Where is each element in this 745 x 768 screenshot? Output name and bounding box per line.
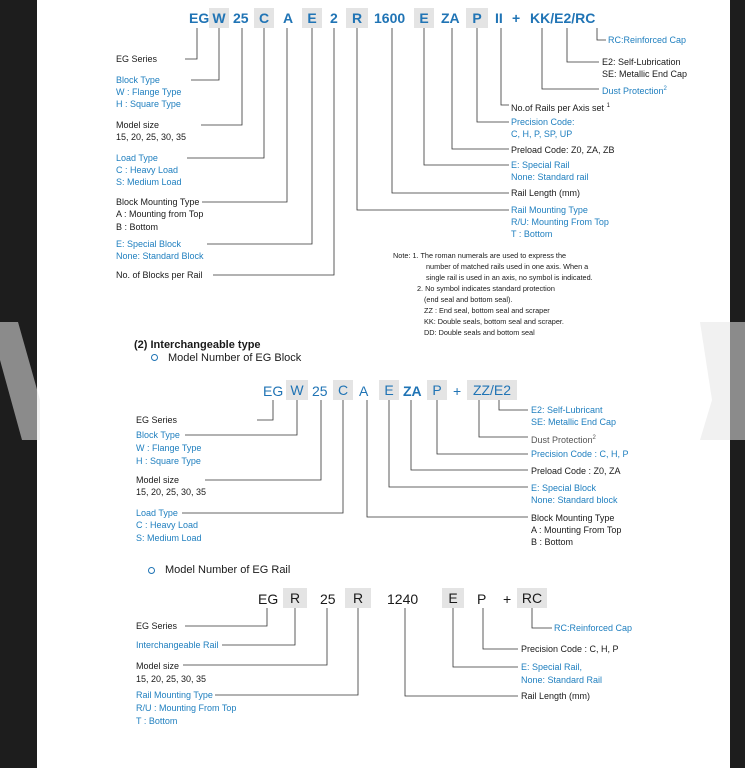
label-rail-mount-values: R/U: Mounting From Top [511, 217, 609, 227]
leader-line [185, 608, 267, 626]
leader-line [357, 28, 509, 210]
label-precision: Precision Code : C, H, P [521, 644, 619, 654]
leader-line [213, 28, 334, 275]
label-mount-bottom: B : Bottom [531, 537, 574, 547]
label-special-rail: E: Special Rail [511, 160, 570, 170]
leader-line [567, 28, 599, 62]
code-rails-per-axis: II [495, 10, 503, 26]
leader-line [532, 608, 552, 628]
leader-line [392, 28, 509, 193]
label-block-type: Block Type [136, 430, 180, 440]
leader-line [405, 608, 518, 696]
label-square: H : Square Type [116, 99, 181, 109]
code-load-type: C [333, 380, 353, 400]
label-flange: W : Flange Type [136, 443, 202, 453]
note-line: Note: 1. The roman numerals are used to express the [393, 251, 567, 260]
code-rail-mount: R [346, 8, 368, 28]
code-block-type: W [286, 380, 308, 400]
code-special-rail: E [414, 8, 434, 28]
label-precision: Precision Code : C, H, P [531, 449, 629, 459]
leader-line [389, 400, 528, 487]
label-model-size: Model size [116, 120, 160, 130]
code-eg: EG [189, 10, 210, 26]
leader-line [477, 28, 509, 122]
label-mount-bottom: B : Bottom [116, 222, 159, 232]
label-heavy: C : Heavy Load [116, 165, 179, 175]
label-model-size: Model size [136, 661, 180, 671]
label-rail-length: Rail Length (mm) [511, 188, 581, 198]
label-standard-rail: None: Standard Rail [521, 675, 603, 685]
code-precision: P [427, 380, 447, 400]
code-special-rail: E [442, 588, 464, 608]
label-standard-block: None: Standard Block [116, 251, 204, 261]
code-rail-length: 1600 [374, 10, 406, 26]
code-model-size: 25 [233, 10, 249, 26]
code-eg: EG [258, 591, 279, 607]
label-load-type: Load Type [116, 153, 158, 163]
label-flange: W : Flange Type [116, 87, 182, 97]
code-precision: P [477, 591, 487, 607]
code-special-block: E [302, 8, 322, 28]
leader-line [437, 400, 528, 454]
label-square: H : Square Type [136, 456, 201, 466]
leader-line [205, 400, 321, 480]
code-interchangeable-rail: R [283, 588, 307, 608]
label-preload: Preload Code : Z0, ZA [531, 466, 621, 476]
code-options: ZZ/E2 [467, 380, 517, 400]
label-rc: RC:Reinforced Cap [608, 35, 687, 45]
label-rails-per-axis: No.of Rails per Axis set $^1$ [511, 103, 610, 113]
code-model-size: 25 [312, 383, 328, 399]
label-rail-mount-values: R/U : Mounting From Top [136, 703, 237, 713]
label-rail-length: Rail Length (mm) [521, 691, 591, 701]
label-rail-mount-t: T : Bottom [511, 229, 553, 239]
label-sizes: 15, 20, 25, 30, 35 [116, 132, 187, 142]
label-load-type: Load Type [136, 508, 178, 518]
code-rail-length: 1240 [387, 591, 419, 607]
label-eg-series: EG Series [136, 415, 178, 425]
label-rail-mount: Rail Mounting Type [511, 205, 588, 215]
section2-subheading: Model Number of EG Block [168, 352, 302, 364]
code-options: RC [517, 588, 547, 608]
label-eg-series: EG Series [116, 54, 158, 64]
leader-line [483, 608, 518, 649]
leader-line [367, 400, 528, 517]
label-special-block: E: Special Block [116, 239, 182, 249]
code-plus: + [453, 383, 462, 399]
label-mount-top: A : Mounting from Top [116, 209, 204, 219]
label-se: SE: Metallic End Cap [531, 417, 617, 427]
label-interchangeable-rail: Interchangeable Rail [136, 640, 219, 650]
code-rail-mount: R [345, 588, 371, 608]
label-dust: Dust Protection$^2$ [531, 435, 596, 445]
label-medium: S: Medium Load [116, 177, 182, 187]
code-num-blocks: 2 [330, 10, 338, 26]
note-line: DD: Double seals and bottom seal [424, 328, 535, 337]
code-model-size: 25 [320, 591, 336, 607]
code-block-type: W [209, 8, 229, 28]
code-block-mount: A [359, 383, 369, 399]
note-line: KK: Double seals, bottom seal and scraper. [424, 317, 564, 326]
leader-line [499, 400, 528, 410]
leader-line [187, 28, 264, 158]
section3-subheading: Model Number of EG Rail [165, 564, 291, 576]
label-standard-rail: None: Standard rail [511, 172, 589, 182]
label-medium: S: Medium Load [136, 533, 202, 543]
leader-line [257, 400, 273, 420]
label-rc: RC:Reinforced Cap [554, 623, 633, 633]
label-standard-block: None: Standard block [531, 495, 618, 505]
label-special-block: E: Special Block [531, 483, 597, 493]
code-eg: EG [263, 383, 284, 399]
label-special-rail: E: Special Rail, [521, 662, 583, 672]
leader-line [452, 28, 509, 149]
label-num-blocks: No. of Blocks per Rail [116, 270, 203, 280]
leader-line [207, 28, 312, 244]
leader-line [185, 400, 297, 435]
leader-line [191, 28, 219, 80]
label-precision-values: C, H, P, SP, UP [511, 129, 573, 139]
label-heavy: C : Heavy Load [136, 520, 199, 530]
section2-heading: (2) Interchangeable type [134, 339, 261, 351]
leader-line [542, 28, 599, 89]
code-preload: ZA [403, 383, 422, 399]
label-block-mount: Block Mounting Type [116, 197, 200, 207]
leader-line [215, 608, 358, 695]
note-line: number of matched rails used in one axis. When a [426, 262, 589, 271]
label-dust: Dust Protection$^2$ [602, 86, 667, 96]
leader-line [183, 608, 327, 665]
leader-lines [37, 0, 730, 768]
leader-line [411, 400, 528, 470]
label-preload: Preload Code: Z0, ZA, ZB [511, 145, 615, 155]
label-eg-series: EG Series [136, 621, 178, 631]
code-options: KK/E2/RC [530, 10, 596, 26]
label-sizes: 15, 20, 25, 30, 35 [136, 487, 207, 497]
code-precision: P [466, 8, 488, 28]
leader-line [202, 28, 287, 202]
note-line: single rail is used in an axis, no symbol is indicated. [426, 273, 593, 282]
leader-line [185, 28, 197, 59]
code-block-mount: A [283, 10, 294, 26]
leader-line [222, 608, 295, 645]
label-mount-top: A : Mounting From Top [531, 525, 622, 535]
label-e2: E2: Self-Lubricant [531, 405, 603, 415]
label-se: SE: Metallic End Cap [602, 69, 688, 79]
leader-line [424, 28, 509, 165]
code-preload: ZA [441, 10, 460, 26]
code-plus: + [512, 10, 521, 26]
label-precision: Precision Code: [511, 117, 575, 127]
leader-line [479, 400, 528, 437]
leader-line [182, 400, 343, 513]
label-e2: E2: Self-Lubrication [602, 57, 681, 67]
label-rail-mount: Rail Mounting Type [136, 690, 213, 700]
leader-line [201, 28, 242, 125]
label-block-mount: Block Mounting Type [531, 513, 615, 523]
label-block-type: Block Type [116, 75, 160, 85]
code-special-block: E [379, 380, 399, 400]
leader-line [453, 608, 518, 667]
label-sizes: 15, 20, 25, 30, 35 [136, 674, 207, 684]
note-line: (end seal and bottom seal). [424, 295, 513, 304]
note-line: 2. No symbol indicates standard protection [417, 284, 555, 293]
leader-line [597, 28, 606, 40]
code-plus: + [503, 591, 512, 607]
code-load-type: C [254, 8, 274, 28]
catalog-page [37, 0, 730, 768]
label-rail-mount-t: T : Bottom [136, 716, 178, 726]
note-line: ZZ : End seal, bottom seal and scraper [424, 306, 550, 315]
label-model-size: Model size [136, 475, 180, 485]
leader-line [501, 28, 509, 105]
